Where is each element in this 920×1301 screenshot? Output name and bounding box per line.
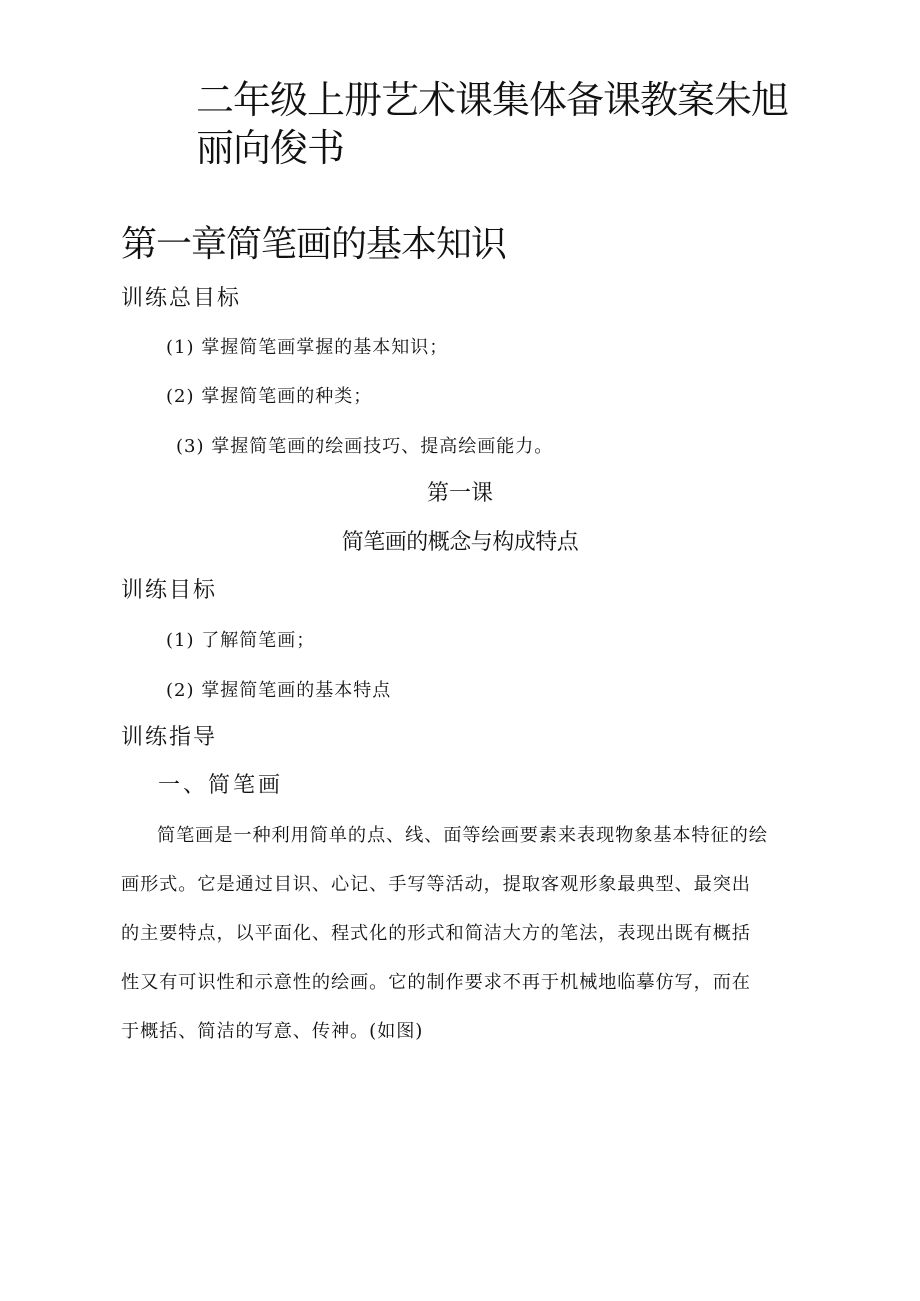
chapter-goal-item: (2) 掌握简笔画的种类； xyxy=(166,386,373,407)
paragraph-line: 性又有可识性和示意性的绘画。它的制作要求不再于机械地临摹仿写，而在 xyxy=(121,972,751,993)
paragraph-line: 于概括、简洁的写意、传神。(如图) xyxy=(121,1021,424,1042)
paragraph-line: 画形式。它是通过目识、心记、手写等活动，提取客观形象最典型、最突出 xyxy=(121,874,751,895)
guide-label: 训练指导 xyxy=(121,725,218,750)
lesson-title: 简笔画的概念与构成特点 xyxy=(341,530,579,555)
chapter-goals-label: 训练总目标 xyxy=(121,286,242,311)
lesson-goal-item: (2) 掌握简笔画的基本特点 xyxy=(166,680,392,701)
paragraph-line: 简笔画是一种利用简单的点、线、面等绘画要素来表现物象基本特征的绘 xyxy=(157,825,768,846)
chapter-goal-item: (1) 掌握简笔画掌握的基本知识； xyxy=(166,337,449,358)
lesson-goal-item: (1) 了解简笔画； xyxy=(166,630,316,651)
chapter-goal-item: (3) 掌握简笔画的绘画技巧、提高绘画能力。 xyxy=(176,436,554,457)
chapter-title: 第一章简笔画的基本知识 xyxy=(121,224,507,265)
lesson-number: 第一课 xyxy=(426,481,493,506)
lesson-goals-label: 训练目标 xyxy=(121,578,218,603)
section-heading: 一、简笔画 xyxy=(158,773,284,798)
document-title: 二年级上册艺术课集体备课教案朱旭丽向俊书 xyxy=(196,78,789,170)
paragraph-line: 的主要特点，以平面化、程式化的形式和简洁大方的笔法，表现出既有概括 xyxy=(121,923,751,944)
